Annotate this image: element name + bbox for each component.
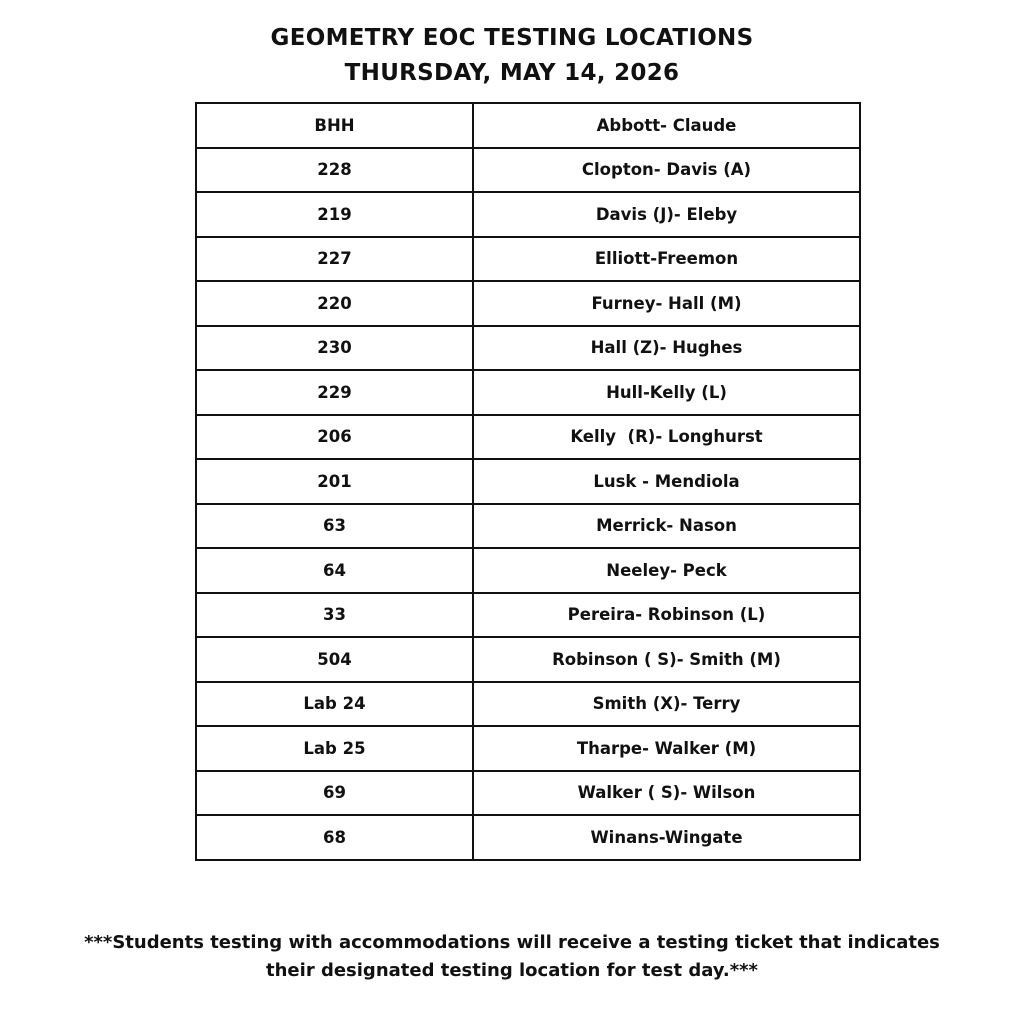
table-row — [196, 771, 860, 816]
table-row — [196, 459, 860, 504]
name-range-cell: Robinson ( S)- Smith (M) — [473, 637, 860, 682]
table-row — [196, 548, 860, 593]
table-row — [196, 281, 860, 326]
room-cell: 230 — [196, 326, 473, 371]
table-row — [196, 726, 860, 771]
testing-locations-table-body — [196, 103, 860, 860]
name-range-cell: Hull-Kelly (L) — [473, 370, 860, 415]
page-subtitle-date: THURSDAY, MAY 14, 2026 — [344, 60, 680, 86]
room-cell: 33 — [196, 593, 473, 638]
table-row — [196, 148, 860, 193]
footnote-line-2: their designated testing location for test day.*** — [266, 960, 758, 981]
table-row — [196, 504, 860, 549]
room-cell: 504 — [196, 637, 473, 682]
name-range-cell: Walker ( S)- Wilson — [473, 771, 860, 816]
room-cell: Lab 24 — [196, 682, 473, 727]
footnote-line-1: ***Students testing with accommodations will receive a testing ticket that indicates — [84, 932, 940, 953]
name-range-cell: Davis (J)- Eleby — [473, 192, 860, 237]
table-row — [196, 326, 860, 371]
name-range-cell: Neeley- Peck — [473, 548, 860, 593]
table-row — [196, 192, 860, 237]
accommodations-footnote — [60, 929, 964, 985]
room-cell: 228 — [196, 148, 473, 193]
name-range-cell: Hall (Z)- Hughes — [473, 326, 860, 371]
room-cell: 63 — [196, 504, 473, 549]
table-row — [196, 593, 860, 638]
name-range-cell: Winans-Wingate — [473, 815, 860, 860]
table-row — [196, 415, 860, 460]
table-row — [196, 815, 860, 860]
name-range-cell: Merrick- Nason — [473, 504, 860, 549]
table-row — [196, 637, 860, 682]
name-range-cell: Elliott-Freemon — [473, 237, 860, 282]
name-range-cell: Abbott- Claude — [473, 103, 860, 148]
name-range-cell: Tharpe- Walker (M) — [473, 726, 860, 771]
table-row — [196, 682, 860, 727]
page-title: GEOMETRY EOC TESTING LOCATIONS — [270, 25, 754, 51]
room-cell: 68 — [196, 815, 473, 860]
name-range-cell: Smith (X)- Terry — [473, 682, 860, 727]
room-cell: BHH — [196, 103, 473, 148]
name-range-cell: Furney- Hall (M) — [473, 281, 860, 326]
room-cell: 219 — [196, 192, 473, 237]
room-cell: 229 — [196, 370, 473, 415]
name-range-cell: Pereira- Robinson (L) — [473, 593, 860, 638]
name-range-cell: Lusk - Mendiola — [473, 459, 860, 504]
room-cell: 201 — [196, 459, 473, 504]
room-cell: 220 — [196, 281, 473, 326]
name-range-cell: Kelly (R)- Longhurst — [473, 415, 860, 460]
room-cell: 227 — [196, 237, 473, 282]
name-range-cell: Clopton- Davis (A) — [473, 148, 860, 193]
table-row — [196, 370, 860, 415]
room-cell: 64 — [196, 548, 473, 593]
room-cell: 69 — [196, 771, 473, 816]
testing-locations-table — [195, 102, 861, 861]
room-cell: 206 — [196, 415, 473, 460]
table-row — [196, 103, 860, 148]
table-row — [196, 237, 860, 282]
room-cell: Lab 25 — [196, 726, 473, 771]
